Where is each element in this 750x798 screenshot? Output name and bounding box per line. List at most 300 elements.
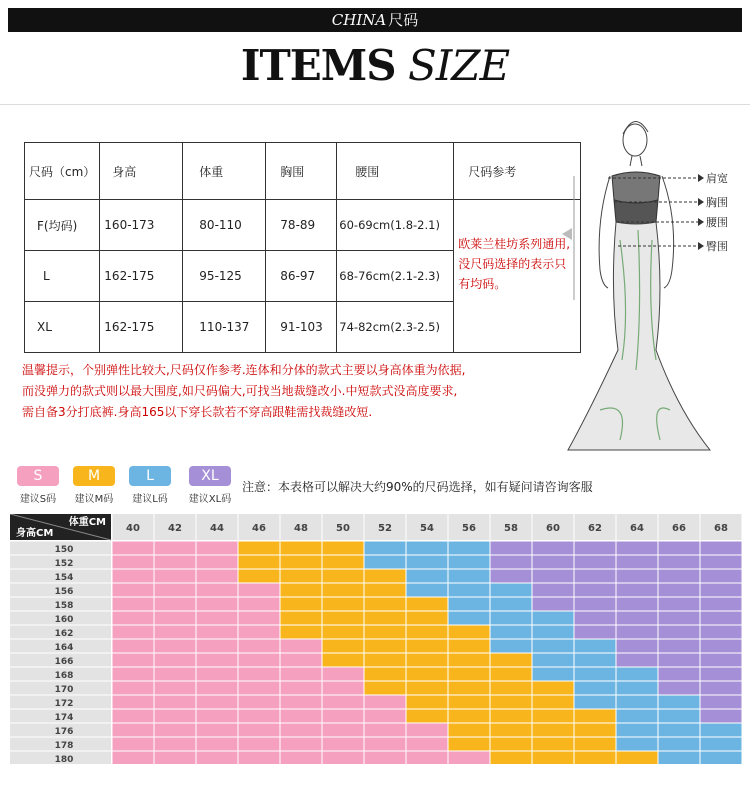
size-cell <box>406 625 448 639</box>
table-cell: L <box>25 251 100 302</box>
size-cell <box>700 695 742 709</box>
size-cell <box>322 583 364 597</box>
size-cell <box>406 751 448 764</box>
size-cell <box>658 611 700 625</box>
size-cell <box>364 639 406 653</box>
weight-tick: 44 <box>210 523 224 534</box>
size-cell <box>154 709 196 723</box>
size-cell <box>700 667 742 681</box>
height-tick: 164 <box>54 643 74 653</box>
weight-tick: 58 <box>504 523 518 534</box>
size-cell <box>490 541 532 555</box>
size-cell <box>658 751 700 764</box>
size-cell <box>112 751 154 764</box>
size-cell <box>154 611 196 625</box>
size-cell <box>238 583 280 597</box>
size-cell <box>616 569 658 583</box>
size-cell <box>448 625 490 639</box>
size-cell <box>406 709 448 723</box>
legend-note: 注意：本表格可以解决大约90%的尺码选择，如有疑问请咨询客服 <box>242 480 593 494</box>
size-cell <box>532 569 574 583</box>
size-cell <box>280 695 322 709</box>
size-cell <box>700 737 742 751</box>
weight-tick: 64 <box>630 523 644 534</box>
size-cell <box>364 611 406 625</box>
weight-tick: 66 <box>672 523 686 534</box>
table-cell: 74-82cm(2.3-2.5) <box>337 302 454 353</box>
size-cell <box>322 639 364 653</box>
size-cell <box>616 611 658 625</box>
legend-caption: 建议XL码 <box>188 494 232 505</box>
size-cell <box>448 751 490 764</box>
size-cell <box>322 695 364 709</box>
size-cell <box>616 751 658 764</box>
size-cell <box>280 723 322 737</box>
size-cell <box>196 625 238 639</box>
table-cell: 162-175 <box>100 302 183 353</box>
size-cell <box>364 541 406 555</box>
size-cell <box>406 611 448 625</box>
size-cell <box>112 541 154 555</box>
size-cell <box>700 653 742 667</box>
size-cell <box>364 569 406 583</box>
size-cell <box>322 597 364 611</box>
size-cell <box>532 751 574 764</box>
size-cell <box>154 653 196 667</box>
size-reference: 欧莱兰桂坊系列通用,没尺码选择的表示只有均码。 <box>454 200 581 353</box>
size-cell <box>364 695 406 709</box>
size-table-header <box>25 143 581 200</box>
height-tick: 150 <box>54 545 74 555</box>
size-cell <box>658 639 700 653</box>
size-cell <box>322 555 364 569</box>
size-cell <box>574 681 616 695</box>
size-cell <box>196 723 238 737</box>
size-cell <box>280 681 322 695</box>
size-cell <box>280 541 322 555</box>
size-cell <box>658 737 700 751</box>
size-cell <box>490 597 532 611</box>
table-cell: 160-173 <box>100 200 183 251</box>
legend-caption: 建议S码 <box>19 494 57 505</box>
size-cell <box>490 653 532 667</box>
size-cell <box>280 709 322 723</box>
header-cell: 尺码参考 <box>454 143 581 200</box>
size-cell <box>364 681 406 695</box>
size-cell <box>658 597 700 611</box>
size-cell <box>238 541 280 555</box>
size-cell <box>616 541 658 555</box>
size-cell <box>406 681 448 695</box>
height-tick: 180 <box>54 755 74 764</box>
size-cell <box>700 751 742 764</box>
height-tick: 172 <box>54 699 74 709</box>
size-cell <box>448 709 490 723</box>
weight-tick: 56 <box>462 523 476 534</box>
legend-pill: S <box>17 466 59 486</box>
note-line: 需自备3分打底裤.身高165以下穿长款若不穿高跟鞋需找裁缝改短. <box>22 405 373 419</box>
size-cell <box>700 681 742 695</box>
size-cell <box>280 611 322 625</box>
size-table <box>24 142 581 353</box>
size-cell <box>364 625 406 639</box>
weight-tick: 60 <box>546 523 560 534</box>
size-chart <box>10 514 742 764</box>
height-tick: 152 <box>54 559 74 569</box>
size-cell <box>112 723 154 737</box>
size-cell <box>238 695 280 709</box>
height-tick: 174 <box>54 713 74 723</box>
size-cell <box>490 751 532 764</box>
size-cell <box>448 737 490 751</box>
size-cell <box>112 611 154 625</box>
size-cell <box>280 667 322 681</box>
size-cell <box>532 737 574 751</box>
size-cell <box>574 709 616 723</box>
legend-caption: 建议M码 <box>74 494 114 505</box>
size-cell <box>238 667 280 681</box>
table-cell: 91-103 <box>266 302 337 353</box>
size-cell <box>658 723 700 737</box>
size-cell <box>574 653 616 667</box>
size-cell <box>196 569 238 583</box>
size-cell <box>700 569 742 583</box>
size-cell <box>280 555 322 569</box>
size-cell <box>616 667 658 681</box>
size-cell <box>532 667 574 681</box>
size-cell <box>196 667 238 681</box>
height-tick: 168 <box>54 671 74 681</box>
size-cell <box>658 709 700 723</box>
size-cell <box>490 583 532 597</box>
size-cell <box>154 737 196 751</box>
size-cell <box>658 569 700 583</box>
size-cell <box>280 583 322 597</box>
size-cell <box>364 751 406 764</box>
size-cell <box>616 583 658 597</box>
size-cell <box>364 555 406 569</box>
size-cell <box>490 695 532 709</box>
height-tick: 178 <box>54 741 74 751</box>
size-cell <box>490 639 532 653</box>
size-cell <box>490 709 532 723</box>
header-cell: 尺码（cm） <box>25 143 100 200</box>
corner-label-height: 身高CM <box>16 528 54 539</box>
size-cell <box>532 555 574 569</box>
divider <box>0 104 750 105</box>
size-cell <box>154 569 196 583</box>
size-cell <box>238 597 280 611</box>
size-cell <box>196 653 238 667</box>
size-cell <box>322 751 364 764</box>
legend-item-s <box>12 466 64 505</box>
size-cell <box>532 709 574 723</box>
size-cell <box>406 667 448 681</box>
note-line: 温馨提示，个别弹性比较大,尺码仅作参考.连体和分体的款式主要以身高体重为依据, <box>22 363 466 377</box>
height-tick: 156 <box>54 587 74 597</box>
size-cell <box>112 597 154 611</box>
size-cell <box>616 737 658 751</box>
size-cell <box>448 583 490 597</box>
size-cell <box>658 541 700 555</box>
size-cell <box>364 583 406 597</box>
dress-figure <box>560 110 750 465</box>
size-cell <box>196 709 238 723</box>
size-cell <box>658 625 700 639</box>
size-cell <box>574 639 616 653</box>
weight-tick: 68 <box>714 523 728 534</box>
size-cell <box>238 709 280 723</box>
size-cell <box>448 569 490 583</box>
size-cell <box>448 653 490 667</box>
height-tick: 160 <box>54 615 74 625</box>
size-cell <box>700 639 742 653</box>
size-cell <box>364 653 406 667</box>
size-cell <box>196 751 238 764</box>
size-cell <box>490 625 532 639</box>
size-note <box>22 360 542 423</box>
size-cell <box>112 653 154 667</box>
size-cell <box>574 541 616 555</box>
size-cell <box>574 751 616 764</box>
size-cell <box>322 723 364 737</box>
size-cell <box>112 625 154 639</box>
size-cell <box>616 555 658 569</box>
size-cell <box>532 681 574 695</box>
size-cell <box>406 555 448 569</box>
size-cell <box>112 569 154 583</box>
table-cell: 162-175 <box>100 251 183 302</box>
size-cell <box>196 597 238 611</box>
legend-caption: 建议L码 <box>132 494 168 505</box>
size-cell <box>532 653 574 667</box>
size-cell <box>238 681 280 695</box>
size-cell <box>112 709 154 723</box>
size-cell <box>112 583 154 597</box>
size-cell <box>112 555 154 569</box>
size-cell <box>532 611 574 625</box>
size-cell <box>658 667 700 681</box>
size-cell <box>700 625 742 639</box>
size-cell <box>448 667 490 681</box>
size-cell <box>196 681 238 695</box>
table-cell: 110-137 <box>183 302 266 353</box>
size-cell <box>364 597 406 611</box>
size-cell <box>238 625 280 639</box>
size-cell <box>574 667 616 681</box>
size-cell <box>406 639 448 653</box>
size-cell <box>364 667 406 681</box>
size-cell <box>280 737 322 751</box>
size-cell <box>616 653 658 667</box>
weight-tick: 52 <box>378 523 392 534</box>
table-cell: 68-76cm(2.1-2.3) <box>337 251 454 302</box>
size-cell <box>322 667 364 681</box>
size-cell <box>196 541 238 555</box>
header-label <box>0 8 750 32</box>
size-cell <box>490 569 532 583</box>
height-tick: 170 <box>54 685 74 695</box>
size-cell <box>154 667 196 681</box>
size-cell <box>322 541 364 555</box>
size-cell <box>196 583 238 597</box>
size-cell <box>658 653 700 667</box>
weight-tick: 46 <box>252 523 266 534</box>
arrow-left-icon <box>562 228 572 240</box>
size-cell <box>574 583 616 597</box>
weight-tick: 54 <box>420 523 434 534</box>
size-cell <box>490 681 532 695</box>
size-cell <box>490 611 532 625</box>
size-cell <box>448 555 490 569</box>
size-cell <box>574 695 616 709</box>
corner-label-weight: 体重CM <box>68 517 106 528</box>
size-cell <box>616 709 658 723</box>
size-cell <box>322 709 364 723</box>
size-cell <box>238 569 280 583</box>
size-cell <box>448 541 490 555</box>
size-cell <box>448 639 490 653</box>
legend-item-xl <box>180 466 240 505</box>
size-cell <box>196 639 238 653</box>
size-cell <box>532 597 574 611</box>
legend-item-l <box>124 466 176 505</box>
size-cell <box>700 555 742 569</box>
weight-tick: 42 <box>168 523 182 534</box>
size-cell <box>280 597 322 611</box>
height-tick: 158 <box>54 601 74 611</box>
size-cell <box>532 695 574 709</box>
table-cell: 78-89 <box>266 200 337 251</box>
size-cell <box>574 555 616 569</box>
size-cell <box>700 583 742 597</box>
size-cell <box>406 597 448 611</box>
table-cell: F(均码) <box>25 200 100 251</box>
weight-tick: 62 <box>588 523 602 534</box>
size-cell <box>616 639 658 653</box>
size-cell <box>238 737 280 751</box>
size-cell <box>280 625 322 639</box>
height-tick: 162 <box>54 629 74 639</box>
size-cell <box>322 653 364 667</box>
size-cell <box>238 639 280 653</box>
size-cell <box>154 597 196 611</box>
size-cell <box>280 653 322 667</box>
size-cell <box>490 723 532 737</box>
size-cell <box>490 667 532 681</box>
size-cell <box>616 597 658 611</box>
size-cell <box>490 737 532 751</box>
size-cell <box>406 541 448 555</box>
height-tick: 166 <box>54 657 74 667</box>
size-cell <box>238 555 280 569</box>
size-cell <box>196 611 238 625</box>
size-cell <box>616 695 658 709</box>
header-cell: 腰围 <box>337 143 454 200</box>
label-shoulder: 肩宽 <box>706 172 728 185</box>
height-tick: 176 <box>54 727 74 737</box>
size-cell <box>364 709 406 723</box>
table-cell: 80-110 <box>183 200 266 251</box>
size-cell <box>700 723 742 737</box>
size-cell <box>574 597 616 611</box>
size-cell <box>448 597 490 611</box>
size-cell <box>658 555 700 569</box>
legend-pill: L <box>129 466 171 486</box>
size-cell <box>364 723 406 737</box>
size-cell <box>616 723 658 737</box>
size-cell <box>406 569 448 583</box>
size-cell <box>448 695 490 709</box>
size-cell <box>574 611 616 625</box>
weight-tick: 40 <box>126 523 140 534</box>
size-cell <box>154 639 196 653</box>
legend-item-m <box>68 466 120 505</box>
size-cell <box>574 723 616 737</box>
size-cell <box>490 555 532 569</box>
size-cell <box>364 737 406 751</box>
weight-tick: 48 <box>294 523 308 534</box>
table-cell: 86-97 <box>266 251 337 302</box>
size-cell <box>406 653 448 667</box>
table-cell: 95-125 <box>183 251 266 302</box>
title-accent: SIZE <box>407 41 510 90</box>
size-cell <box>112 737 154 751</box>
label-bust: 胸围 <box>706 196 728 209</box>
size-cell <box>406 737 448 751</box>
size-cell <box>532 625 574 639</box>
size-cell <box>322 681 364 695</box>
size-cell <box>112 695 154 709</box>
label-waist: 腰围 <box>706 216 728 229</box>
size-cell <box>322 611 364 625</box>
size-cell <box>238 653 280 667</box>
size-cell <box>658 583 700 597</box>
size-cell <box>112 681 154 695</box>
size-cell <box>532 723 574 737</box>
size-cell <box>196 555 238 569</box>
size-cell <box>448 681 490 695</box>
legend-pill: M <box>73 466 115 486</box>
size-cell <box>154 555 196 569</box>
size-cell <box>700 611 742 625</box>
size-cell <box>154 541 196 555</box>
size-cell <box>448 723 490 737</box>
size-cell <box>154 695 196 709</box>
size-cell <box>406 723 448 737</box>
size-cell <box>112 639 154 653</box>
table-row <box>25 200 581 251</box>
size-cell <box>658 681 700 695</box>
header-cell: 身高 <box>100 143 183 200</box>
size-cell <box>532 583 574 597</box>
size-cell <box>238 723 280 737</box>
table-cell: XL <box>25 302 100 353</box>
size-cell <box>196 695 238 709</box>
size-cell <box>574 569 616 583</box>
header-zh: 尺码 <box>388 11 419 29</box>
size-cell <box>658 695 700 709</box>
size-cell <box>616 625 658 639</box>
size-cell <box>406 583 448 597</box>
size-cell <box>532 541 574 555</box>
size-cell <box>574 737 616 751</box>
header-en: CHINA <box>331 11 387 29</box>
size-cell <box>154 583 196 597</box>
size-cell <box>154 681 196 695</box>
size-cell <box>154 751 196 764</box>
size-cell <box>238 611 280 625</box>
